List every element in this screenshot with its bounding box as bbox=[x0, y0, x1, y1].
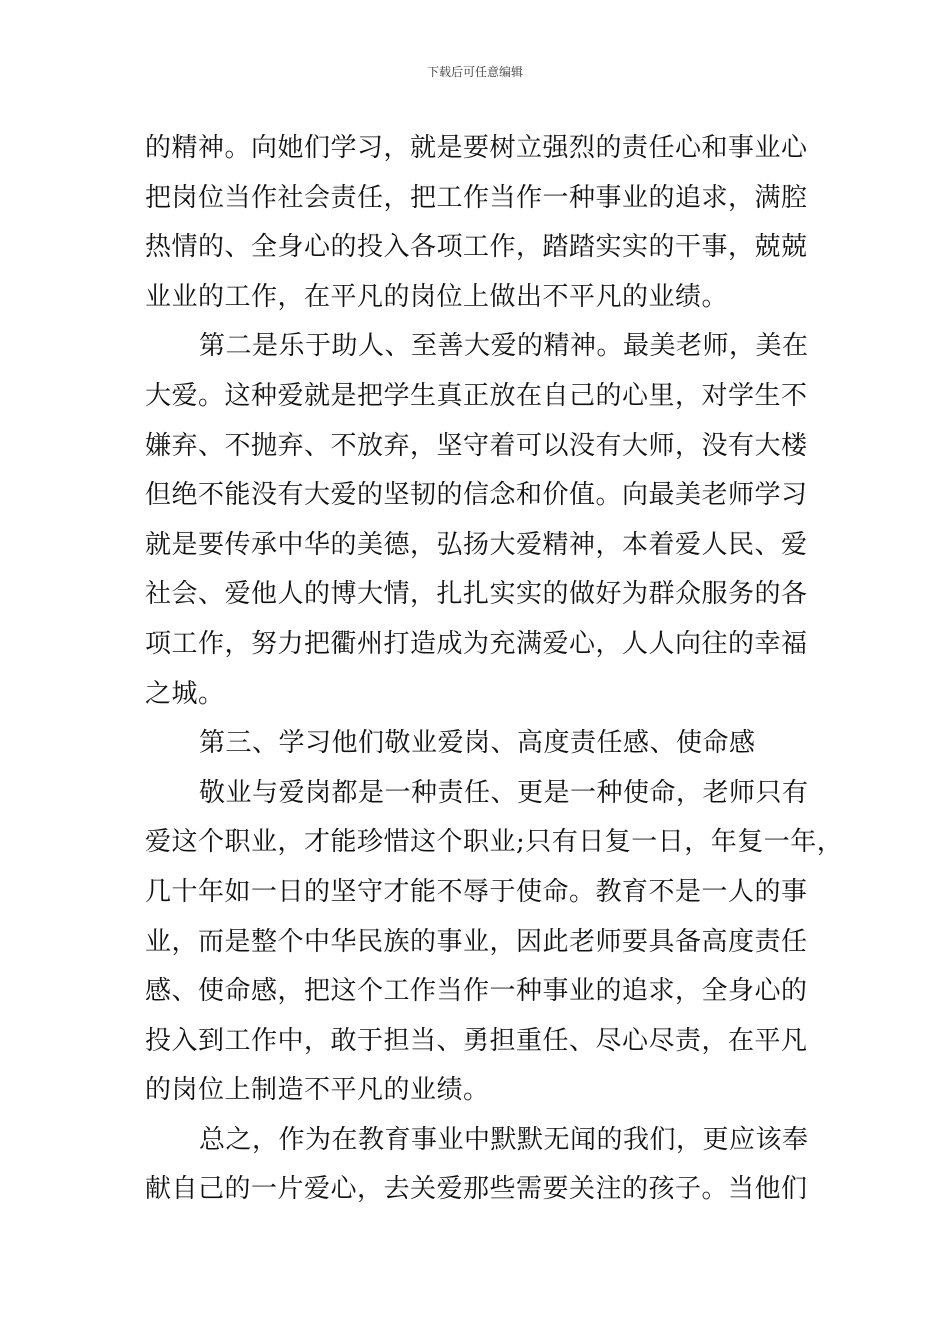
text-line: 大爱。这种爱就是把学生真正放在自己的心里，对学生不 bbox=[145, 380, 808, 411]
text-line: 就是要传承中华的美德，弘扬大爱精神，本着爱人民、爱 bbox=[145, 529, 808, 560]
text-line: 嫌弃、不抛弃、不放弃，坚守着可以没有大师，没有大楼 bbox=[145, 430, 808, 461]
paragraph-start-line: 敬业与爱岗都是一种责任、更是一种使命，老师只有 bbox=[199, 777, 809, 808]
page-header-note: 下载后可任意编辑 bbox=[426, 65, 523, 79]
paragraph-start-line: 第三、学习他们敬业爱岗、高度责任感、使命感 bbox=[199, 728, 756, 759]
text-line: 感、使命感，把这个工作当作一种事业的追求，全身心的 bbox=[145, 976, 808, 1007]
document-body bbox=[145, 124, 844, 1215]
text-line: 热情的、全身心的投入各项工作，踏踏实实的干事，兢兢 bbox=[145, 232, 808, 263]
paragraph-start-line: 总之，作为在教育事业中默默无闻的我们，更应该奉 bbox=[199, 1124, 809, 1155]
text-line: 但绝不能没有大爱的坚韧的信念和价值。向最美老师学习 bbox=[145, 480, 808, 511]
text-line: 之城。 bbox=[145, 678, 225, 709]
text-line: 业业的工作，在平凡的岗位上做出不平凡的业绩。 bbox=[145, 281, 729, 312]
text-line: 几十年如一日的坚守才能不辱于使命。教育不是一人的事 bbox=[145, 876, 808, 907]
text-line: 把岗位当作社会责任，把工作当作一种事业的追求，满腔 bbox=[145, 182, 808, 213]
text-line: 的岗位上制造不平凡的业绩。 bbox=[145, 1075, 490, 1106]
text-line: 献自己的一片爱心，去关爱那些需要关注的孩子。当他们 bbox=[145, 1174, 808, 1205]
text-line: 社会、爱他人的博大情，扎扎实实的做好为群众服务的各 bbox=[145, 579, 808, 610]
text-line: 业，而是整个中华民族的事业，因此老师要具备高度责任 bbox=[145, 926, 808, 957]
text-line: 的精神。向她们学习，就是要树立强烈的责任心和事业心 bbox=[145, 133, 808, 163]
paragraph-start-line: 第二是乐于助人、至善大爱的精神。最美老师，美在 bbox=[199, 331, 809, 362]
text-line: 投入到工作中，敢于担当、勇担重任、尽心尽责，在平凡 bbox=[145, 1025, 808, 1056]
text-line: 爱这个职业，才能珍惜这个职业;只有日复一日，年复一年， bbox=[145, 827, 844, 858]
text-line: 项工作，努力把衢州打造成为充满爱心，人人向往的幸福 bbox=[145, 628, 808, 659]
